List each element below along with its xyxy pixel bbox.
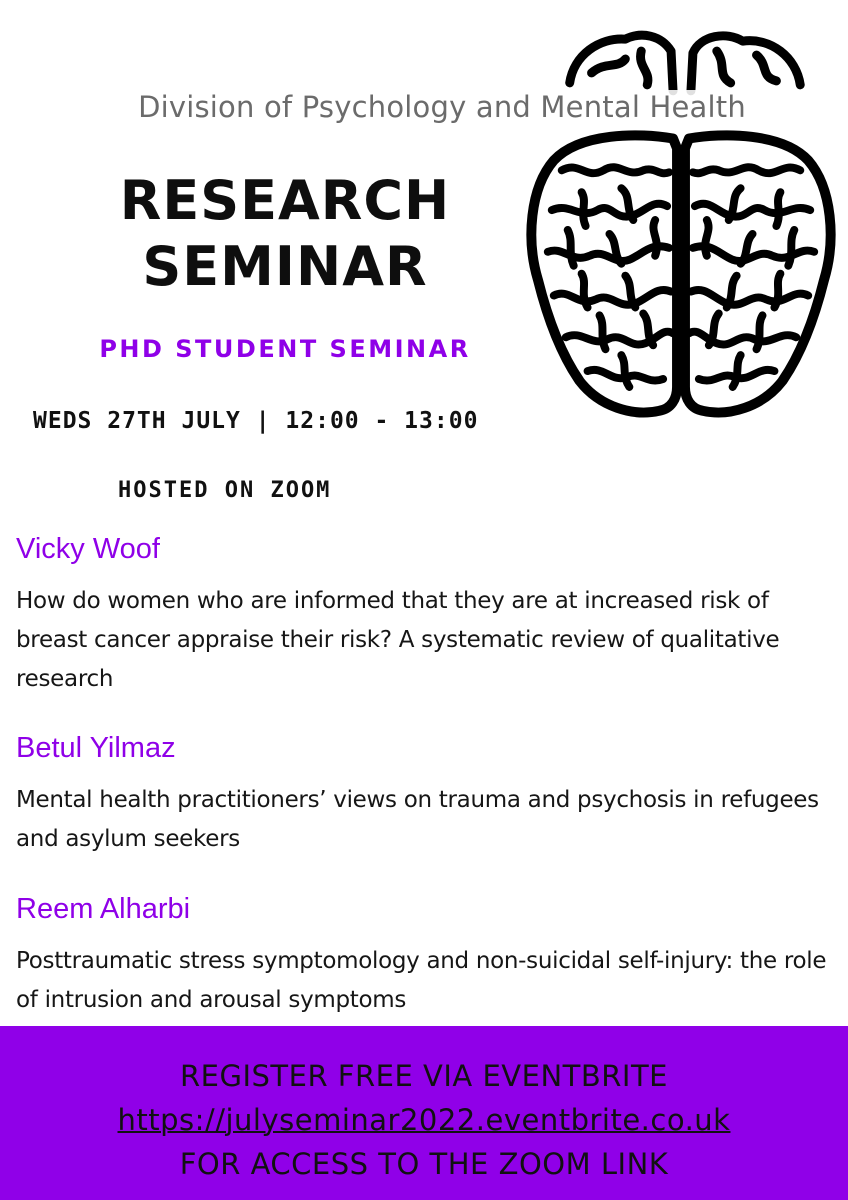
division-name-text: Division of Psychology and Mental Health	[134, 90, 750, 124]
speaker-name: Betul Yilmaz	[16, 732, 176, 764]
talk-title: Mental health practitioners’ views on trauma and psychosis in refugees and asylum seekers	[16, 787, 819, 852]
speaker-name: Vicky Woof	[16, 533, 160, 565]
title-line-1: RESEARCH	[119, 169, 451, 232]
speaker-name: Reem Alharbi	[16, 893, 191, 925]
eventbrite-link[interactable]: https://julyseminar2022.eventbrite.co.uk	[117, 1103, 731, 1137]
talk-title: How do women who are informed that they are at increased risk of breast cancer appraise their risk? A systematic review of qualitative research	[16, 588, 780, 692]
register-text: REGISTER FREE VIA EVENTBRITE	[180, 1059, 668, 1093]
brain-illustration	[522, 20, 840, 425]
division-name	[0, 90, 848, 124]
zoom-access-text: FOR ACCESS TO THE ZOOM LINK	[179, 1147, 669, 1181]
seminar-subtitle: PHD STUDENT SEMINAR	[99, 335, 471, 363]
eventbrite-link-row	[0, 1098, 848, 1142]
registration-banner	[0, 1026, 848, 1200]
talk-item	[16, 892, 836, 1020]
talk-title: Posttraumatic stress symptomology and non-suicidal self-injury: the role of intrusion and arousal symptoms	[16, 948, 827, 1013]
title-line-2: SEMINAR	[142, 235, 428, 298]
talk-item	[16, 731, 836, 859]
event-location: HOSTED ON ZOOM	[118, 478, 332, 503]
talk-item	[16, 532, 836, 699]
event-datetime: WEDS 27TH JULY | 12:00 - 13:00	[33, 408, 479, 434]
